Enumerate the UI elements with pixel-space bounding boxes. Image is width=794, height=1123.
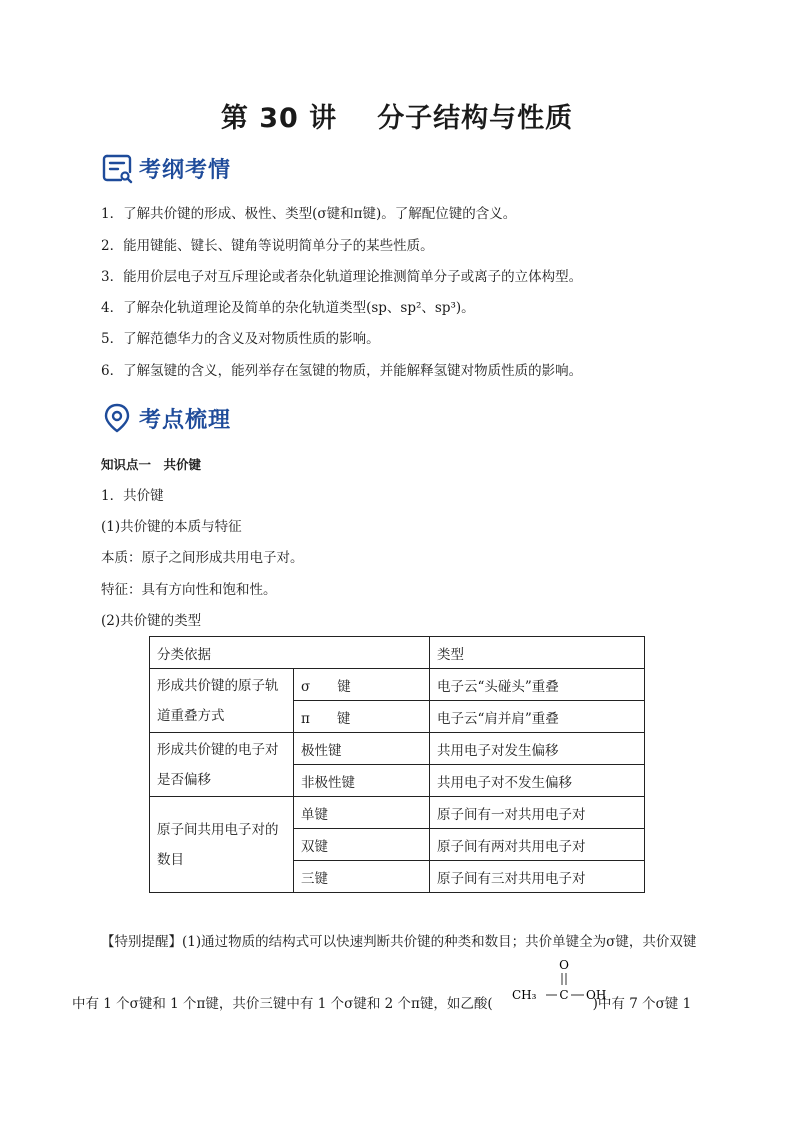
page-title bbox=[0, 96, 794, 135]
formula-oxygen: O bbox=[559, 958, 569, 972]
table-row bbox=[150, 797, 645, 829]
requirement-item: 5．了解范德华力的含义及对物质性质的影响。 bbox=[101, 331, 380, 347]
requirement-item: 3．能用价层电子对互斥理论或者杂化轨道理论推测简单分子或离子的立体构型。 bbox=[101, 269, 583, 285]
table-cell-type: 电子云“头碰头”重叠 bbox=[430, 669, 645, 701]
table-cell-type: 电子云“肩并肩”重叠 bbox=[430, 701, 645, 733]
special-reminder-line: 【特别提醒】(1)通过物质的结构式可以快速判断共价键的种类和数目；共价单键全为σ键，共价双键 bbox=[101, 934, 697, 950]
requirement-item: 4．了解杂化轨道理论及简单的杂化轨道类型(sp、sp²、sp³)。 bbox=[101, 300, 475, 316]
table-cell-basis: 原子间共用电子对的数目 bbox=[150, 797, 294, 893]
essence-text: 本质：原子之间形成共用电子对。 bbox=[101, 550, 304, 566]
subheading: (2)共价键的类型 bbox=[101, 613, 202, 629]
formula-carbon: C bbox=[559, 988, 569, 1002]
location-pin-icon bbox=[101, 402, 133, 434]
table-cell-kind: σ 键 bbox=[294, 669, 430, 701]
subheading: 1．共价键 bbox=[101, 488, 164, 504]
reminder-text-before: 中有 1 个σ键和 1 个π键，共价三键中有 1 个σ键和 2 个π键，如乙酸( bbox=[72, 996, 493, 1012]
section-header-syllabus bbox=[101, 150, 231, 186]
table-cell-kind: 单键 bbox=[294, 797, 430, 829]
table-cell-basis: 形成共价键的原子轨道重叠方式 bbox=[150, 669, 294, 733]
table-cell-type: 共用电子对发生偏移 bbox=[430, 733, 645, 765]
reminder-text-after: )中有 7 个σ键 1 bbox=[592, 996, 692, 1012]
bond-type-table bbox=[149, 636, 645, 893]
document-list-icon bbox=[101, 152, 133, 184]
lecture-number: 第 30 讲 bbox=[220, 103, 338, 134]
section-title-knowledge: 考点梳理 bbox=[139, 407, 232, 433]
table-cell-type: 共用电子对不发生偏移 bbox=[430, 765, 645, 797]
section-title-syllabus: 考纲考情 bbox=[139, 157, 232, 183]
table-cell-kind: 非极性键 bbox=[294, 765, 430, 797]
table-header-cell: 类型 bbox=[430, 637, 645, 669]
table-cell-type: 原子间有一对共用电子对 bbox=[430, 797, 645, 829]
table-header-row bbox=[150, 637, 645, 669]
table-cell-type: 原子间有三对共用电子对 bbox=[430, 861, 645, 893]
requirement-item: 1．了解共价键的形成、极性、类型(σ键和π键)。了解配位键的含义。 bbox=[101, 206, 517, 222]
lecture-topic: 分子结构与性质 bbox=[377, 103, 574, 134]
table-header-cell: 分类依据 bbox=[150, 637, 430, 669]
subheading: (1)共价键的本质与特征 bbox=[101, 519, 242, 535]
table-cell-kind: 极性键 bbox=[294, 733, 430, 765]
table-row bbox=[150, 669, 645, 701]
feature-text: 特征：具有方向性和饱和性。 bbox=[101, 582, 277, 598]
acetic-acid-structural-formula bbox=[508, 956, 618, 1006]
table-cell-kind: 双键 bbox=[294, 829, 430, 861]
table-cell-kind: 三键 bbox=[294, 861, 430, 893]
knowledge-point-title: 知识点一 共价键 bbox=[101, 457, 202, 472]
table-cell-kind: π 键 bbox=[294, 701, 430, 733]
table-cell-basis: 形成共价键的电子对是否偏移 bbox=[150, 733, 294, 797]
formula-hydroxyl: OH bbox=[586, 988, 607, 1002]
requirement-item: 6．了解氢键的含义，能列举存在氢键的物质，并能解释氢键对物质性质的影响。 bbox=[101, 363, 583, 379]
table-cell-type: 原子间有两对共用电子对 bbox=[430, 829, 645, 861]
formula-methyl: CH₃ bbox=[512, 988, 537, 1002]
section-header-knowledge bbox=[101, 400, 231, 436]
table-row bbox=[150, 733, 645, 765]
requirement-item: 2．能用键能、键长、键角等说明简单分子的某些性质。 bbox=[101, 238, 434, 254]
